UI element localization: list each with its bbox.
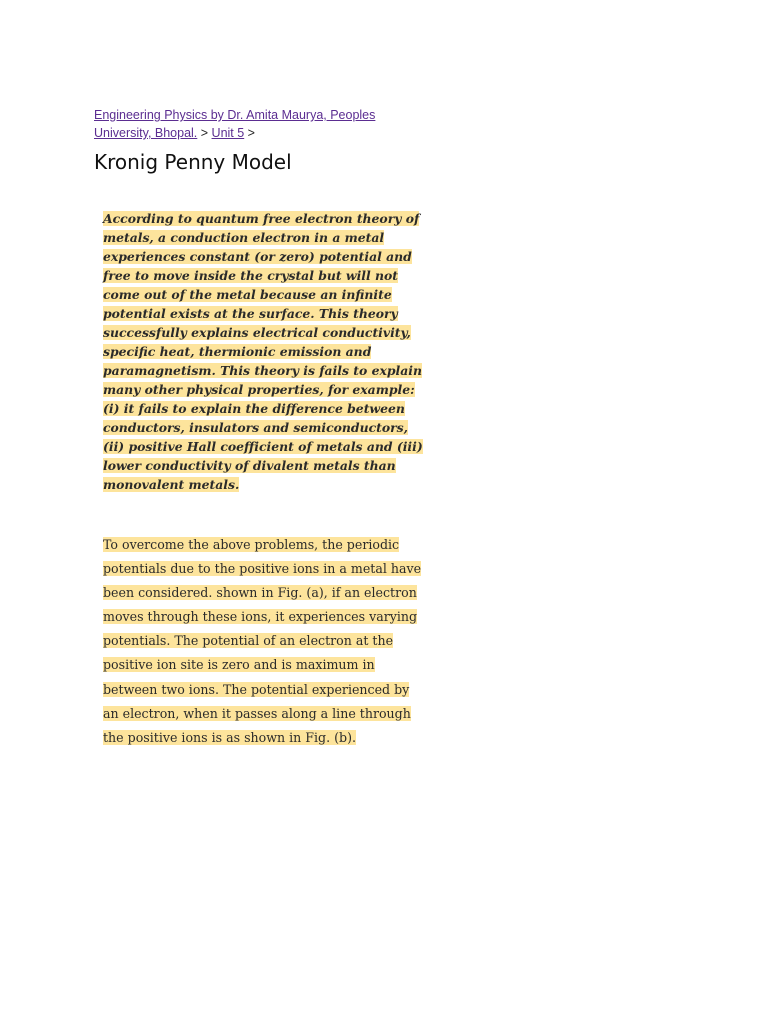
breadcrumb-separator: > (197, 126, 212, 140)
page-title: Kronig Penny Model (94, 150, 292, 174)
breadcrumb-separator: > (244, 126, 255, 140)
highlighted-text: To overcome the above problems, the periodic potentials due to the positive ions in a metal have been considered. shown in Fig. (a), if an electron moves through these ions, it experiences varying potentials. The potential of an electron at the positive ion site is zero and is maximum in between two ions. The potential experienced by an electron, when it passes along a line through the positive ions is as shown in Fig. (b). (103, 537, 422, 745)
paragraph-periodic-potential (103, 533, 423, 750)
course-link[interactable]: Engineering Physics by Dr. Amita Maurya, Peoples University, Bhopal. (94, 108, 376, 140)
breadcrumb (94, 106, 394, 142)
highlighted-text: According to quantum free electron theory of metals, a conduction electron in a metal experiences constant (or zero) potential and free to move inside the crystal but will not come out of the metal because an infinite potential exists at the surface. This theory successfully explains electrical conductivity, specific heat, thermionic emission and paramagnetism. This theory is fails to explain many other physical properties, for example: (i) it fails to explain the difference between conductors, insulators and semiconductors, (ii) positive Hall coefficient of metals and (iii) lower conductivity of divalent metals than monovalent metals. (103, 211, 423, 492)
unit-link[interactable]: Unit 5 (211, 126, 245, 140)
paragraph-intro (103, 209, 423, 494)
